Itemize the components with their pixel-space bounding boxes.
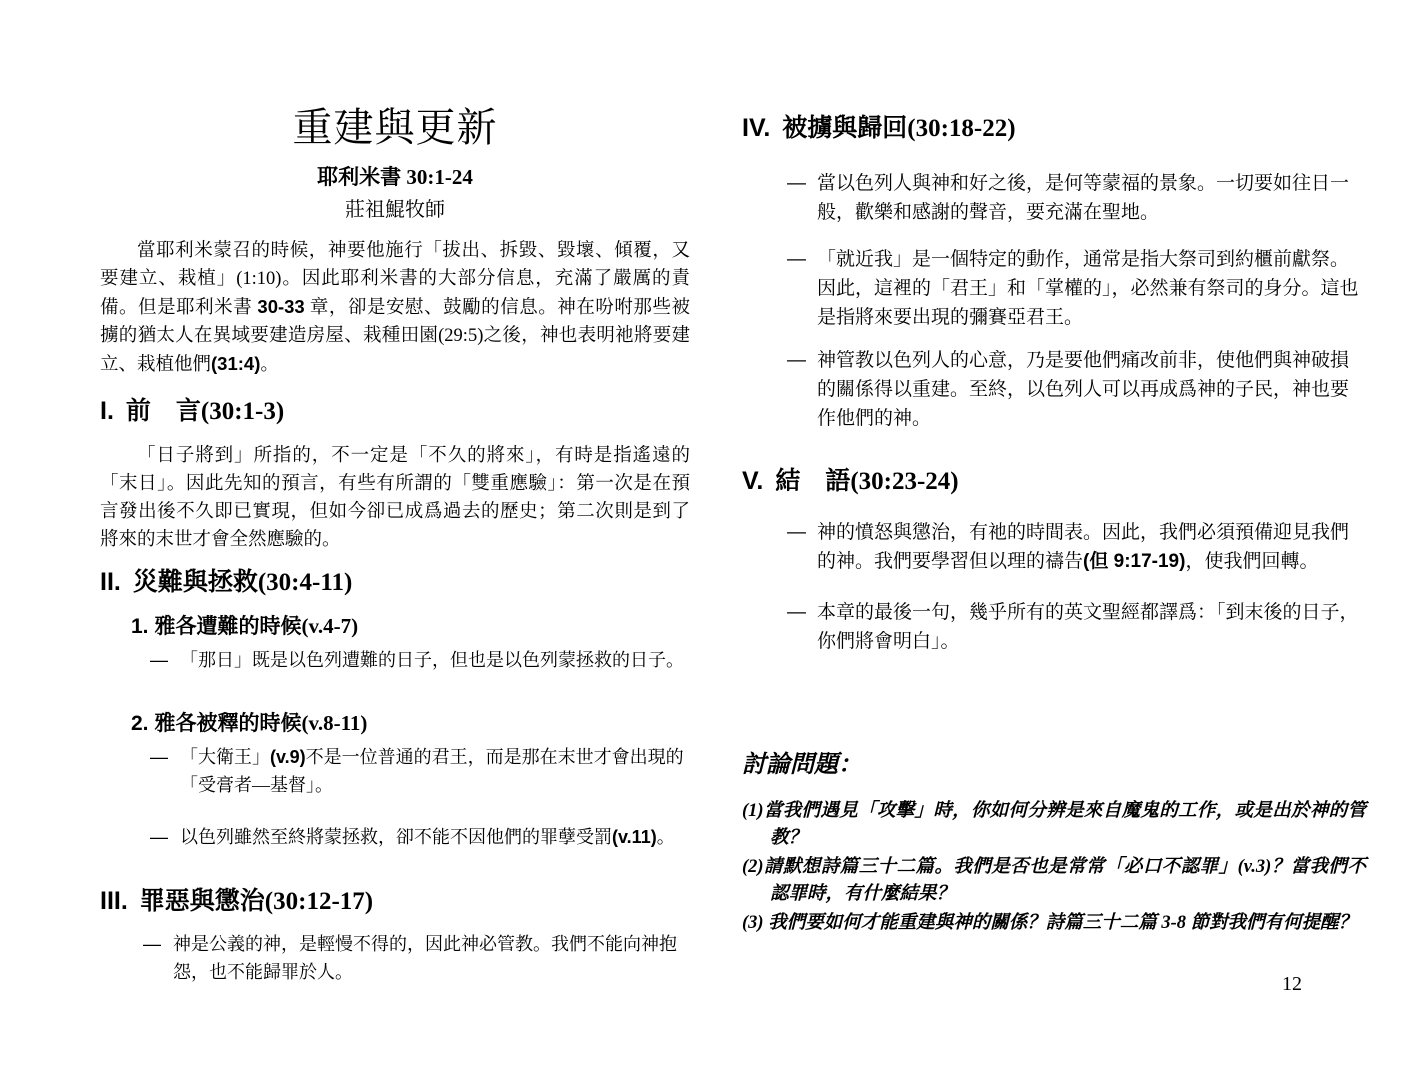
bullet-text: 「大衛王」(v.9)不是一位普通的君王，而是那在末世才會出現的「受膏者—基督」。 [180, 747, 684, 795]
bullet-dash: — [787, 522, 806, 543]
bullet-dash: — [150, 827, 168, 847]
author-name: 莊祖鯤牧師 [345, 199, 445, 221]
subsection-title: 雅各被釋的時候(v.8-11) [154, 711, 368, 735]
bullet-item [787, 518, 1366, 576]
bullet-text: 神是公義的神，是輕慢不得的，因此神必管教。我們不能向神抱怨，也不能歸罪於人。 [173, 934, 677, 982]
bullet-dash: — [143, 934, 161, 954]
page-title: 重建與更新 [292, 105, 498, 150]
bullet-item [787, 598, 1366, 656]
discussion-question-2: (2)請默想詩篇三十二篇。我們是否也是常常「必口不認罪」(v.3)？當我們不認罪時，有什麼結果？ [742, 857, 1366, 904]
bullet-item [150, 823, 690, 851]
section-heading-4 [742, 112, 1366, 145]
bullet-text: 以色列雖然至終將蒙拯救，卻不能不因他們的罪孽受罰(v.11)。 [180, 827, 675, 847]
bullet-text: 神管教以色列人的心意，乃是要他們痛改前非，使他們與神破損的關係得以重建。至終，以色列人可以再成爲神的子民，神也要作他們的神。 [817, 350, 1350, 429]
section-title: 被擄與歸回(30:18-22) [782, 115, 1016, 142]
section-number: V. [742, 467, 764, 495]
subsection-heading-2-1 [131, 613, 690, 640]
section-number: IV. [742, 114, 771, 142]
bullet-dash: — [150, 650, 168, 670]
section-title: 罪惡與懲治(30:12-17) [139, 888, 374, 915]
subsection-number: 2. [131, 712, 149, 735]
bullet-dash: — [787, 249, 806, 270]
left-column [100, 104, 690, 986]
bullet-text: 神的憤怒與懲治，有祂的時間表。因此，我們必須預備迎見我們的神。我們要學習但以理的禱告(但 9:17-19)，使我們回轉。 [817, 522, 1350, 572]
bullet-dash: — [787, 173, 806, 194]
bullet-text: 當以色列人與神和好之後，是何等蒙福的景象。一切要如往日一般，歡樂和感謝的聲音，要充滿在聖地。 [817, 173, 1350, 223]
bullet-item [150, 646, 690, 674]
intro-paragraph: 當耶利米蒙召的時候，神要他施行「拔出、拆毀、毀壞、傾覆，又要建立、栽植」(1:10)。因此耶利米書的大部分信息，充滿了嚴厲的責備。但是耶利米書 30-33 章，卻是安慰、鼓勵的信息。神在吩咐那些被擄的猶太人在異域要建造房屋、栽種田園(29:5)之後，神也表明祂將要建立、栽植他們(31:4)。 [100, 241, 690, 375]
page-number: 12 [1282, 973, 1302, 995]
bullet-item [787, 245, 1366, 332]
section-number: II. [100, 568, 121, 596]
bullet-dash: — [787, 602, 806, 623]
section-heading-5 [742, 465, 1366, 498]
bullet-text: 本章的最後一句，幾乎所有的英文聖經都譯爲：「到末後的日子，你們將會明白」。 [817, 602, 1359, 652]
section-heading-2 [100, 566, 690, 599]
section-number: III. [100, 887, 128, 915]
subsection-title: 雅各遭難的時候(v.4-7) [154, 614, 359, 638]
section-title: 前 言(30:1-3) [125, 398, 285, 425]
section-1-paragraph: 「日子將到」所指的，不一定是「不久的將來」，有時是指遙遠的「末日」。因此先知的預言，有些有所謂的「雙重應驗」：第一次是在預言發出後不久即已實現，但如今卻已成爲過去的歷史；第二次則是到了將來的末世才會全然應驗的。 [100, 446, 690, 550]
section-title: 災難與拯救(30:4-11) [132, 569, 353, 596]
subsection-heading-2-2 [131, 710, 690, 737]
discussion-heading: 討論問題： [742, 752, 862, 778]
scripture-reference: 耶利米書 30:1-24 [317, 165, 473, 189]
subsection-number: 1. [131, 615, 149, 638]
right-column [742, 112, 1366, 937]
bullet-item [143, 930, 690, 986]
bullet-text: 「那日」既是以色列遭難的日子，但也是以色列蒙拯救的日子。 [180, 650, 684, 670]
section-heading-1 [100, 395, 690, 428]
section-number: I. [100, 397, 114, 425]
bullet-item [150, 743, 690, 799]
section-title: 結 語(30:23-24) [775, 468, 959, 495]
bullet-text: 「就近我」是一個特定的動作，通常是指大祭司到約櫃前獻祭。因此，這裡的「君王」和「掌權的」，必然兼有祭司的身分。這也是指將來要出現的彌賽亞君王。 [817, 249, 1359, 328]
bullet-dash: — [787, 350, 806, 371]
discussion-question-1: (1)當我們遇見「攻擊」時，你如何分辨是來自魔鬼的工作，或是出於神的管教？ [742, 801, 1366, 848]
bullet-item [787, 346, 1366, 433]
bullet-item [787, 169, 1366, 227]
bullet-dash: — [150, 747, 168, 767]
discussion-question-3: (3) 我們要如何才能重建與神的關係？詩篇三十二篇 3-8 節對我們有何提醒？ [742, 913, 1358, 933]
section-heading-3 [100, 885, 690, 918]
